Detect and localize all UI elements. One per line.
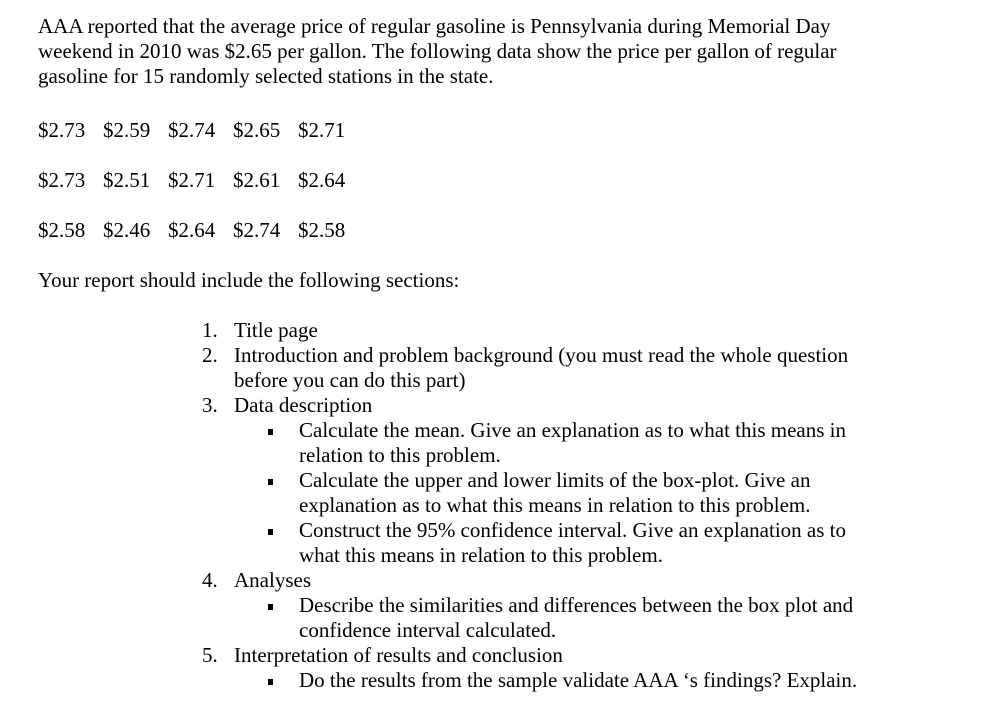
price-value: $2.65: [233, 118, 281, 142]
section-number: 2.: [202, 343, 218, 367]
bullet-text: Describe the similarities and differences between the box plot and confidence interval calculated.: [299, 593, 854, 642]
price-row-1: [38, 118, 363, 143]
section-number: 4.: [202, 568, 218, 592]
price-row-2: [38, 168, 363, 193]
section-text: Interpretation of results and conclusion: [234, 643, 563, 667]
bullet-item: [38, 668, 968, 693]
price-value: $2.61: [233, 168, 281, 192]
bullet-square-icon: [268, 529, 273, 535]
section-text: Data description: [234, 393, 373, 417]
price-value: $2.74: [168, 118, 216, 142]
document: [38, 14, 968, 692]
price-value: $2.51: [103, 168, 151, 192]
section-item-title-page: [38, 318, 968, 343]
price-value: $2.58: [38, 218, 86, 242]
section-text: Analyses: [234, 568, 311, 592]
bullet-item: [38, 593, 968, 643]
section-number: 5.: [202, 643, 218, 667]
bullet-square-icon: [268, 679, 273, 685]
price-value: $2.59: [103, 118, 151, 142]
section-item-conclusion: [38, 643, 968, 668]
intro-line-1: AAA reported that the average price of regular gasoline is Pennsylvania during Memorial Day: [38, 14, 831, 38]
report-instructions: Your report should include the following sections:: [38, 268, 460, 292]
bullet-square-icon: [268, 479, 273, 485]
bullet-square-icon: [268, 604, 273, 610]
bullet-text: Construct the 95% confidence interval. Give an explanation as to what this means in relation to this problem.: [299, 518, 846, 567]
price-value: $2.73: [38, 118, 86, 142]
price-value: $2.64: [168, 218, 216, 242]
section-item-data-description: [38, 393, 968, 418]
bullet-text: Calculate the mean. Give an explanation as to what this means in relation to this problem.: [299, 418, 847, 467]
section-number: 3.: [202, 393, 218, 417]
intro-line-2: weekend in 2010 was $2.65 per gallon. The following data show the price per gallon of regular: [38, 39, 837, 63]
bullet-text: Do the results from the sample validate AAA ‘s findings? Explain.: [299, 668, 858, 692]
section-number: 1.: [202, 318, 218, 342]
section-item-introduction: [38, 343, 968, 393]
price-row-3: [38, 218, 363, 243]
sections-list: [38, 318, 968, 693]
section-text: Introduction and problem background (you must read the whole question before you can do this part): [234, 343, 849, 392]
price-value: $2.58: [298, 218, 346, 242]
section-item-analyses: [38, 568, 968, 593]
price-value: $2.46: [103, 218, 151, 242]
price-value: $2.71: [298, 118, 346, 142]
price-value: $2.64: [298, 168, 346, 192]
section-text: Title page: [234, 318, 318, 342]
bullet-item: [38, 468, 968, 518]
problem-statement: [38, 14, 898, 89]
intro-line-3: gasoline for 15 randomly selected stations in the state.: [38, 64, 494, 88]
bullet-item: [38, 418, 968, 468]
bullet-square-icon: [268, 429, 273, 435]
bullet-item: [38, 518, 968, 568]
bullet-text: Calculate the upper and lower limits of the box-plot. Give an explanation as to what this means in relation to this problem.: [299, 468, 811, 517]
price-value: $2.74: [233, 218, 281, 242]
price-value: $2.71: [168, 168, 216, 192]
price-value: $2.73: [38, 168, 86, 192]
